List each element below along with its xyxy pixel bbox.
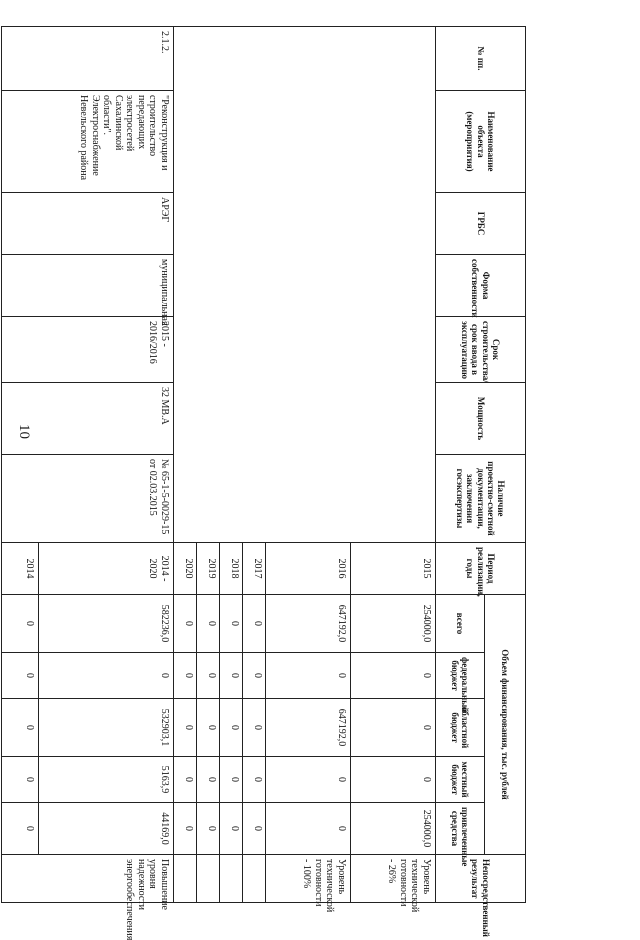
cell-federal: 0 (220, 653, 243, 699)
cell-result: Уровень технической готовности - 100% (266, 855, 351, 903)
cell-total: 582236,0 (39, 595, 174, 653)
cell-regional: 647192,0 (266, 699, 351, 757)
cell-local: 0 (266, 757, 351, 803)
cell-period: 2014 - 2020 (39, 543, 174, 595)
cell-item-num: 2.1.2. (2, 27, 174, 91)
cell-attracted: 0 (174, 803, 197, 855)
header-design-docs: Наличие проектно-сметной документации, заключения госэкспертизы (436, 455, 526, 543)
header-federal: федеральный бюджет (436, 653, 485, 699)
cell-result: Уровень технической готовности - 26% (351, 855, 436, 903)
cell-attracted: 44169,0 (39, 803, 174, 855)
header-capacity: Мощность (436, 383, 526, 455)
cell-result (220, 855, 243, 903)
cell-federal: 0 (39, 653, 174, 699)
cell-item-design-docs: № 65-1-5-0029-15 от 02.03.2015 (2, 455, 174, 543)
header-build-term: Срок строительства/срок ввода в эксплуатацию (436, 317, 526, 383)
cell-total: 647192,0 (266, 595, 351, 653)
header-ownership: Форма собственности (436, 255, 526, 317)
cell-attracted: 0 (197, 803, 220, 855)
cell-regional: 0 (197, 699, 220, 757)
cell-period: 2018 (220, 543, 243, 595)
cell-total: 0 (174, 595, 197, 653)
cell-federal: 0 (266, 653, 351, 699)
cell-result: Повышение уровня надежности энергообеспечения (2, 855, 174, 903)
cell-period: 2020 (174, 543, 197, 595)
cell-period: 2016 (266, 543, 351, 595)
cell-local: 0 (220, 757, 243, 803)
cell-item-name: "Реконструкция и строительство передающих электросетей Сахалинской области". Электроснабжение Невельского района (2, 91, 174, 193)
header-result: Непосредственный результат (436, 855, 526, 903)
page-number: 10 (16, 424, 32, 439)
table-row (39, 27, 174, 903)
header-local: местный бюджет (436, 757, 485, 803)
cell-regional: 0 (351, 699, 436, 757)
cell-result (174, 855, 197, 903)
cell-period: 2014 (2, 543, 39, 595)
cell-total: 0 (2, 595, 39, 653)
cell-regional: 0 (220, 699, 243, 757)
cell-federal: 0 (174, 653, 197, 699)
cell-result (243, 855, 266, 903)
cell-regional: 0 (243, 699, 266, 757)
cell-federal: 0 (243, 653, 266, 699)
cell-regional: 0 (2, 699, 39, 757)
cell-local: 0 (174, 757, 197, 803)
cell-federal: 0 (2, 653, 39, 699)
cell-federal: 0 (197, 653, 220, 699)
header-name: Наименование объекта (мероприятия) (436, 91, 526, 193)
cell-regional: 532903,1 (39, 699, 174, 757)
header-regional: областной бюджет (436, 699, 485, 757)
header-period: Период реализации, годы (436, 543, 526, 595)
cell-local: 0 (351, 757, 436, 803)
header-attracted: привлеченные средства (436, 803, 485, 855)
cell-item-build-term: 2015 - 2016/2016 (2, 317, 174, 383)
cell-attracted: 0 (243, 803, 266, 855)
table-row (351, 27, 436, 903)
cell-result (197, 855, 220, 903)
cell-attracted: 0 (266, 803, 351, 855)
cell-item-ownership: муниципальная (2, 255, 174, 317)
cell-regional: 0 (174, 699, 197, 757)
cell-period: 2019 (197, 543, 220, 595)
continuation-cell (174, 27, 436, 543)
cell-item-capacity: 32 МВ.А (2, 383, 174, 455)
header-num: № пп. (436, 27, 526, 91)
cell-period: 2015 (351, 543, 436, 595)
header-funding-group: Объем финансирования, тыс. рублей (485, 595, 526, 855)
cell-local: 0 (2, 757, 39, 803)
header-row-top (485, 27, 526, 903)
cell-federal: 0 (351, 653, 436, 699)
cell-local: 0 (197, 757, 220, 803)
cell-local: 5163,9 (39, 757, 174, 803)
header-total: всего (436, 595, 485, 653)
cell-attracted: 0 (220, 803, 243, 855)
cell-attracted: 254000,0 (351, 803, 436, 855)
cell-total: 0 (220, 595, 243, 653)
cell-total: 0 (243, 595, 266, 653)
cell-total: 0 (197, 595, 220, 653)
cell-attracted: 0 (2, 803, 39, 855)
rotated-table-wrapper (24, 26, 526, 940)
funding-table (1, 26, 526, 940)
cell-period: 2017 (243, 543, 266, 595)
cell-local: 0 (243, 757, 266, 803)
cell-item-grbs: АРЭГ (2, 193, 174, 255)
cell-total: 254000,0 (351, 595, 436, 653)
header-grbs: ГРБС (436, 193, 526, 255)
